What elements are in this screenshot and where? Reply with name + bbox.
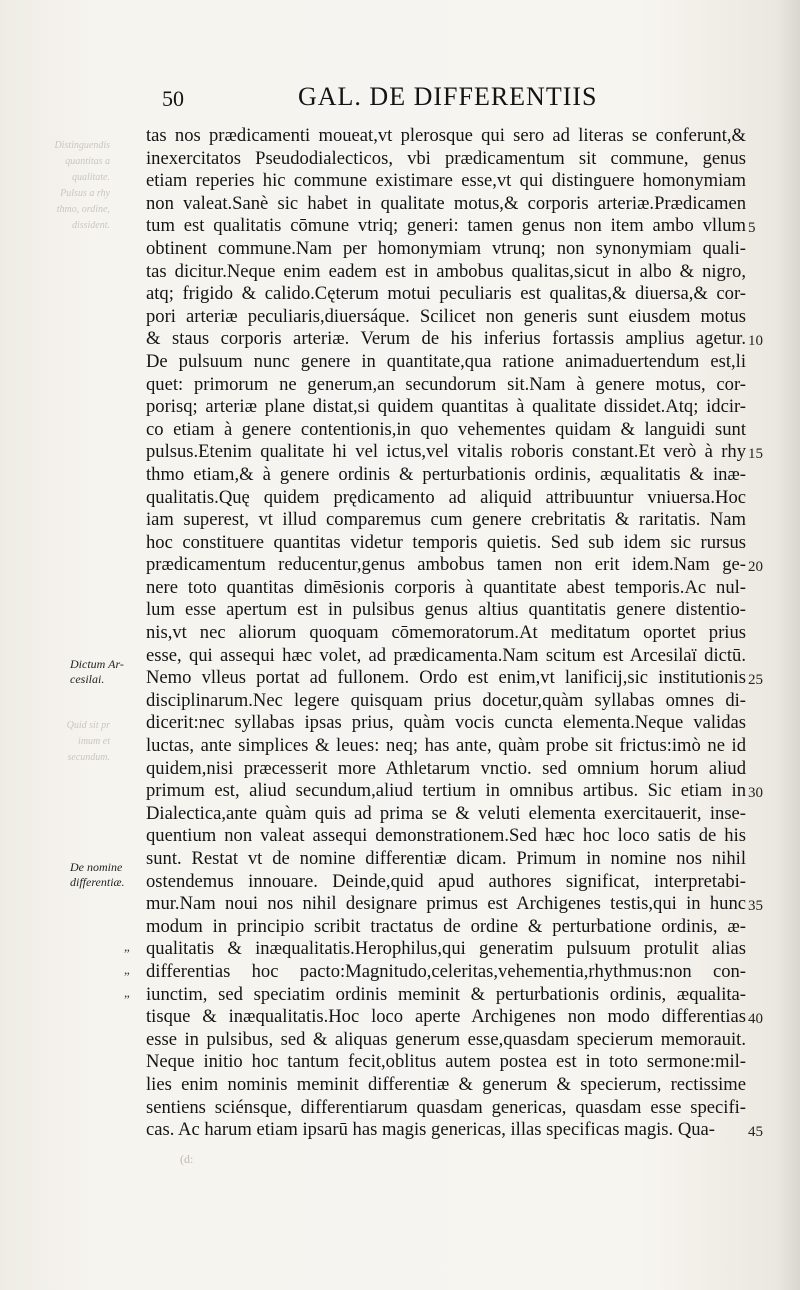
text-line: tum est qualitatis cōmune vtriq; generi: tamen genus non item ambo vllum [146,215,746,237]
bleed-note: dissident. [71,220,110,231]
text-line: porisq; arteriæ plane distat,si quidem quantitas à qualitate dissidet.Atq; idcir- [146,396,746,418]
text-line: mur.Nam noui nos nihil designare primus est Archigenes testis,qui in hunc [146,893,746,915]
ink-smudge: (d: [180,1152,194,1166]
text-line: quet: primorum ne generum,an secundorum sit.Nam à genere motus, cor- [146,373,746,395]
text-line: differentias hoc pacto:Magnitudo,celeritas,vehementia,rhythmus:non con- [146,960,746,982]
bleed-through-notes-middle [40,720,110,768]
line-number: 5 [748,220,756,237]
text-line: prædicamentum reducentur,genus ambobus tamen non erit idem.Nam ge- [146,554,746,576]
margin-note-dictum-arcesilai [70,657,148,687]
margin-note-line: differentiæ. [70,875,125,889]
margin-note-line: Dictum Ar- [70,657,124,671]
line-number: 10 [748,333,763,350]
bleed-note: Quid sit pr [66,720,110,731]
text-line: quentium non valeat assequi demonstrationem.Sed hæc hoc loco satis de his [146,825,746,847]
bleed-note: secundum. [67,752,110,763]
line-number: 45 [748,1124,763,1141]
text-line: Dialectica,ante quàm quis ad prima se & veluti elementa exercitauerit, inse- [146,802,746,824]
bleed-note: Distinguendis [54,140,110,151]
text-line: disciplinarum.Nec legere quisquam prius docetur,quàm syllabas omnes di- [146,689,746,711]
text-line: luctas, ante simplices & leues: neq; has ante, quàm probe sit frictus:imò ne id [146,735,746,757]
text-line: inexercitatos Pseudodialecticos, vbi prædicamentum sit commune, genus [146,147,746,169]
text-line: esse in pulsibus, sed & aliquas generum esse,quasdam specierum memorauit. [146,1028,746,1050]
line-number: 35 [748,898,763,915]
text-line: & staus corporis arteriæ. Verum de his inferius fortassis amplius agetur. [146,328,746,350]
text-line: co etiam à genere contentionis,in quo vehementes quidam & languidi sunt [146,418,746,440]
text-line: lies enim nominis meminit differentiæ & generum & specierum, rectissime [146,1073,746,1095]
folio-number: 50 [162,86,184,111]
text-line: atq; frigido & calido.Cęterum motui peculiaris est qualitas,& diuersa,& cor- [146,283,746,305]
running-title: GAL. DE DIFFERENTIIS [298,82,598,111]
text-line: Nemo vlleus portat ad fullonem. Ordo est enim,vt lanificij,sic institutionis [146,667,746,689]
text-line: nis,vt nec aliorum quoquam cōmemoratorum.At meditatum oportet prius [146,622,746,644]
quotation-mark: „ [124,939,130,954]
text-line: obtinent commune.Nam per homonymiam vtrunq; non synonymiam quali- [146,237,746,259]
margin-note-de-nomine-differentiae [70,860,148,890]
text-line: non valeat.Sanè sic habet in qualitate motus,& corporis arteriæ.Prædicamen [146,192,746,214]
text-line: tisque & inæqualitatis.Hoc loco aperte Archigenes non modo differentias [146,1006,746,1028]
margin-note-line: cesilai. [70,672,105,686]
bleed-note: thmo, ordine, [56,204,110,215]
text-line: qualitatis.Quę quidem prędicamento ad aliquid attribuuntur vniuersa.Hoc [146,486,746,508]
line-number: 25 [748,672,763,689]
text-line: tas dicitur.Neque enim eadem est in ambobus qualitas,sicut in albo & nigro, [146,260,746,282]
text-line: quidem,nisi præcesserit more Athletarum vnctio. sed omnium horum aliud [146,757,746,779]
text-line: modum in principio scribit tractatus de ordine & perturbatione ordinis, æ- [146,915,746,937]
quotation-mark: „ [124,962,130,977]
text-line: sunt. Restat vt de nomine differentiæ dicam. Primum in nomine nos nihil [146,848,746,869]
bleed-note: quantitas a [65,156,110,167]
bleed-through-notes-top [40,140,110,236]
text-line: pori arteriæ peculiaris,diuersáque. Scilicet non generis sunt eiusdem motus [146,305,746,327]
page-header [150,82,620,116]
text-line: lum esse apertum est in pulsibus genus altius quantitatis genere distentio- [146,599,746,621]
text-line: tas nos prædicamenti moueat,vt plerosque qui sero ad literas se conferunt,& [146,125,746,146]
quotation-mark: „ [124,985,130,1000]
text-line: sentiens sciénsque, differentiarum quasdam genericas, quasdam esse specifi- [146,1096,746,1118]
text-line: thmo etiam,& à genere ordinis & perturbationis ordinis, æqualitatis & inæ- [146,463,746,485]
line-number: 20 [748,559,763,576]
main-text [146,125,746,1142]
bleed-note: qualitate. [71,172,110,183]
text-line: iam superest, vt illud comparemus cum genere crebritatis & raritatis. Nam [146,509,746,531]
text-line: nere toto quantitas dimēsionis corporis à quantitate abest temporis.Ac nul- [146,576,746,598]
text-line: dicerit:nec syllabas ipsas prius, quàm vocis cuncta elementa.Neque validas [146,712,746,734]
text-line: De pulsuum nunc genere in quantitate,qua ratione animaduertendum est,li [146,350,746,372]
bleed-note: imum et [78,736,110,747]
line-number: 15 [748,446,763,463]
text-line: cas. Ac harum etiam ipsarū has magis genericas, illas specificas magis. Qua- [146,1119,715,1141]
text-line: esse, qui assequi hæc volet, ad prædicamenta.Nam scitum est Arcesilaï dictū. [146,644,746,666]
line-number: 30 [748,785,763,802]
text-line: pulsus.Etenim qualitate hi vel ictus,vel vitalis roboris constant.Et verò à rhy [146,441,746,463]
text-line: etiam reperies hic commune existimare esse,vt qui distinguere homonymiam [146,170,746,192]
text-line: Neque initio hoc tantum fecit,oblitus autem postea est in toto sermone:mil- [146,1051,746,1073]
text-line: iunctim, sed speciatim ordinis meminit & perturbationis ordinis, æqualita- [146,983,746,1005]
text-line: ostendemus innouare. Deinde,quid apud authores significat, interpretabi- [146,870,746,892]
text-line: hoc constituere quantitas videtur temporis quietis. Sed sub idem sic rursus [146,531,746,553]
line-number: 40 [748,1011,763,1028]
margin-note-line: De nomine [70,860,123,874]
bleed-note: Pulsus a rhy [60,188,110,199]
text-line: primum est, aliud secundum,aliud tertium in omnibus artibus. Sic etiam in [146,780,746,802]
text-line: qualitatis & inæqualitatis.Herophilus,qui generatim pulsuum protulit alias [146,938,746,960]
